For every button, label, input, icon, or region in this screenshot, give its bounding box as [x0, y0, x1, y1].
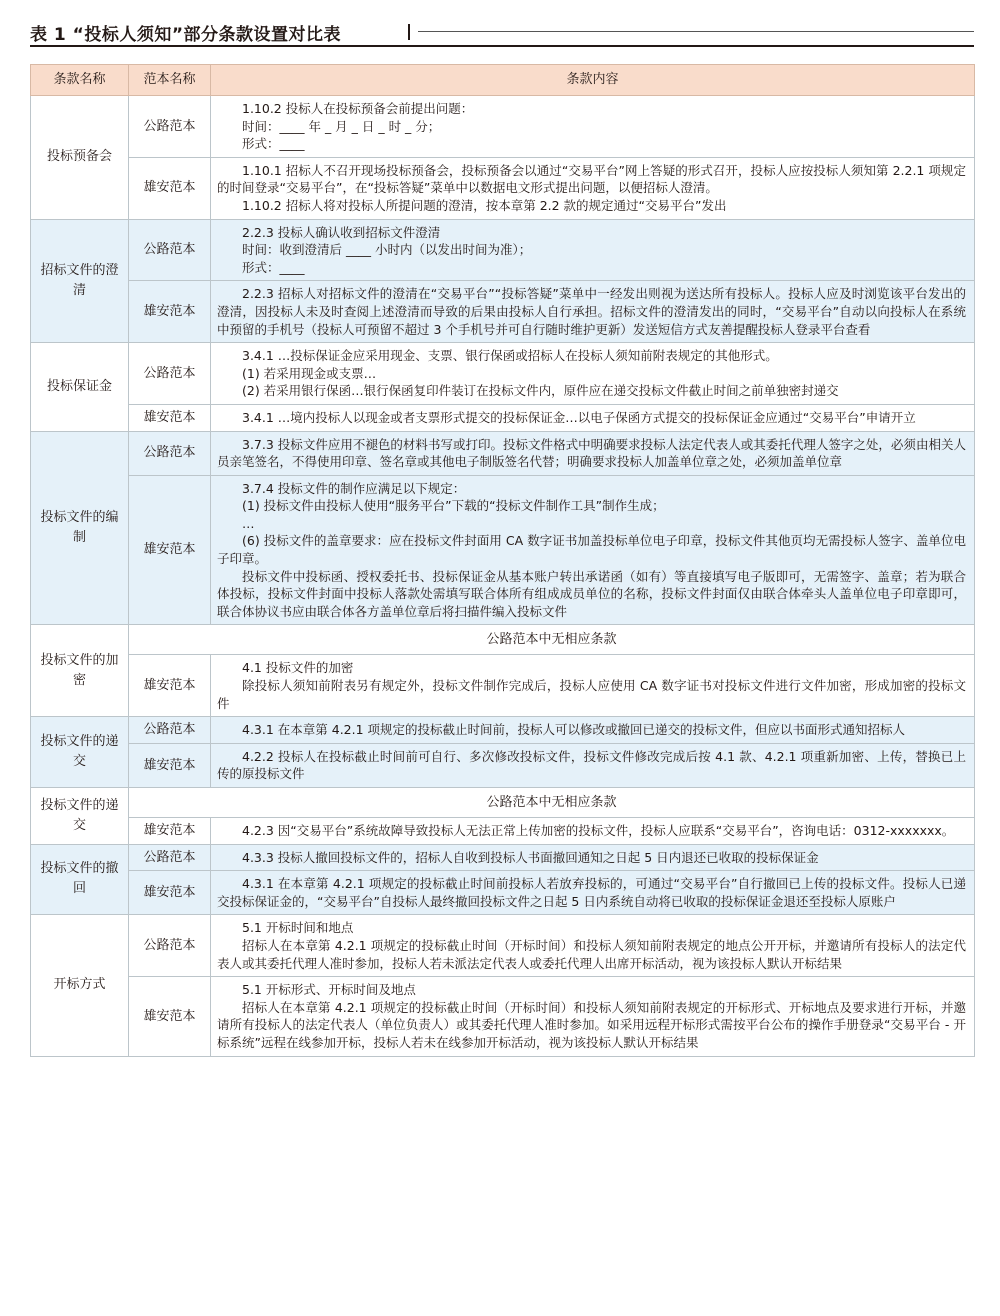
- clause-text-line: 投标文件中投标函、授权委托书、投标保证金从基本账户转出承诺函（如有）等直接填写电子版即可，无需签字、盖章；若为联合体投标，投标文件封面中投标人落款处需填写联合体所有组成成员单位的名称，投标文件封面仅由联合体牵头人盖单位电子印章即可，联合体协议书应由联合体各方盖单位章后将扫描件编入投标文件: [217, 568, 966, 619]
- template-name-cell: 雄安范本: [129, 157, 211, 219]
- clause-text-line: 4.3.3 投标人撤回投标文件的，招标人自收到投标人书面撤回通知之日起 5 日内退还已收取的投标保证金: [242, 849, 819, 865]
- comparison-table: [30, 64, 975, 1057]
- clause-content-cell: [211, 96, 975, 158]
- clause-name-cell: 投标预备会: [31, 96, 129, 220]
- clause-content-cell: [211, 475, 975, 625]
- table-row: [31, 977, 975, 1056]
- header-template-name: 范本名称: [129, 65, 211, 96]
- clause-text-line: (6) 投标文件的盖章要求：应在投标文件封面用 CA 数字证书加盖投标单位电子印章，投标文件其他页均无需投标人签字、盖单位电子印章。: [217, 533, 966, 567]
- clause-name-cell: 开标方式: [31, 915, 129, 1056]
- clause-content-cell: [211, 915, 975, 977]
- template-name-cell: 雄安范本: [129, 977, 211, 1056]
- title-bar-marker: [408, 24, 410, 40]
- clause-content-cell: [211, 743, 975, 787]
- clause-name-cell: 投标文件的递交: [31, 717, 129, 788]
- table-row: [31, 281, 975, 343]
- table-row: [31, 818, 975, 845]
- template-name-cell: 公路范本: [129, 915, 211, 977]
- template-name-cell: 公路范本: [129, 717, 211, 744]
- clause-text-line: 1.10.1 招标人不召开现场投标预备会，投标预备会以通过“交易平台”网上答疑的形式召开，投标人应按投标人须知第 2.2.1 项规定的时间登录“交易平台”，在“投标答疑”菜单中以数据电文形式提出问题，以便招标人澄清。: [217, 162, 966, 196]
- clause-text-line: 4.2.2 投标人在投标截止时间前可自行、多次修改投标文件，投标文件修改完成后按 4.1 款、4.2.1 项重新加密、上传，替换已上传的原投标文件: [217, 748, 966, 782]
- no-match-cell: 公路范本中无相应条款: [129, 625, 975, 655]
- table-row: [31, 96, 975, 158]
- clause-text-line: 除投标人须知前附表另有规定外，投标文件制作完成后，投标人应使用 CA 数字证书对投标文件进行文件加密，形成加密的投标文件: [217, 678, 966, 711]
- clause-content-cell: [211, 977, 975, 1056]
- clause-text-line: 3.4.1 …境内投标人以现金或者支票形式提交的投标保证金…以电子保函方式提交的投标保证金应通过“交易平台”申请开立: [242, 409, 916, 425]
- clause-text-line: 4.3.1 在本章第 4.2.1 项规定的投标截止时间前，投标人可以修改或撤回已递交的投标文件，但应以书面形式通知招标人: [242, 722, 906, 738]
- header-row: [31, 65, 975, 96]
- clause-text-line: 4.1 投标文件的加密: [242, 660, 354, 676]
- clause-text-line: 形式：____: [242, 259, 305, 275]
- table-title-bar: [30, 18, 974, 48]
- template-name-cell: 雄安范本: [129, 743, 211, 787]
- clause-name-cell: 投标保证金: [31, 343, 129, 431]
- clause-content-cell: [211, 431, 975, 475]
- table-row: [31, 219, 975, 281]
- table-row: [31, 475, 975, 625]
- clause-text-line: (2) 若采用银行保函…银行保函复印件装订在投标文件内，原件应在递交投标文件截止时间之前单独密封递交: [242, 383, 839, 399]
- clause-content-cell: [211, 281, 975, 343]
- template-name-cell: 公路范本: [129, 343, 211, 405]
- clause-text-line: 招标人在本章第 4.2.1 项规定的投标截止时间（开标时间）和投标人须知前附表规定的地点公开开标，并邀请所有投标人的法定代表人或其委托代理人准时参加，投标人若未派法定代表人或委托代理人出席开标活动，视为该投标人默认开标结果: [217, 937, 966, 971]
- clause-text-line: 形式：____: [242, 136, 305, 152]
- clause-text-line: 3.4.1 …投标保证金应采用现金、支票、银行保函或招标人在投标人须知前附表规定的其他形式。: [242, 348, 778, 364]
- clause-content-cell: [211, 844, 975, 871]
- clause-name-cell: 投标文件的撤回: [31, 844, 129, 915]
- template-name-cell: 公路范本: [129, 844, 211, 871]
- clause-text-line: 3.7.4 投标文件的制作应满足以下规定：: [242, 480, 466, 496]
- clause-name-cell: 投标文件的递交: [31, 788, 129, 845]
- clause-text-line: 1.10.2 投标人在投标预备会前提出问题：: [242, 101, 474, 116]
- clause-name-cell: 投标文件的编制: [31, 431, 129, 625]
- clause-text-line: 2.2.3 投标人确认收到招标文件澄清: [242, 224, 441, 240]
- table-row: [31, 871, 975, 915]
- clause-content-cell: [211, 871, 975, 915]
- clause-text-line: 时间：____ 年 _ 月 _ 日 _ 时 _ 分；: [242, 118, 441, 134]
- table-row: [31, 717, 975, 744]
- clause-text-line: (1) 若采用现金或支票…: [242, 365, 377, 381]
- template-name-cell: 雄安范本: [129, 871, 211, 915]
- clause-text-line: 3.7.3 投标文件应用不褪色的材料书写或打印。投标文件格式中明确要求投标人法定代表人或其委托代理人签字之处，必须由相关人员亲笔签名，不得使用印章、签名章或其他电子制版签名代替；明确要求投标人加盖单位章之处，必须加盖单位章: [217, 436, 966, 470]
- clause-text-line: 2.2.3 招标人对招标文件的澄清在“交易平台”“投标答疑”菜单中一经发出则视为送达所有投标人。投标人应及时浏览该平台发出的澄清，因投标人未及时查阅上述澄清而导致的后果由投标人自行承担。招标文件的澄清发出的同时，“交易平台”自动以向投标人在系统中预留的手机号（投标人可预留不超过 3 个手机号并可自行随时维护更新）发送短信方式友善提醒投标人登录平台查看: [217, 286, 966, 337]
- template-name-cell: 雄安范本: [129, 818, 211, 845]
- clause-content-cell: [211, 404, 975, 431]
- template-name-cell: 雄安范本: [129, 404, 211, 431]
- clause-text-line: 时间：收到澄清后 ____ 小时内（以发出时间为准）；: [242, 242, 532, 258]
- template-name-cell: 雄安范本: [129, 475, 211, 625]
- template-name-cell: 公路范本: [129, 96, 211, 158]
- clause-text-line: 5.1 开标时间和地点: [242, 920, 354, 936]
- clause-content-cell: [211, 655, 975, 717]
- table-row: [31, 844, 975, 871]
- table-row: [31, 788, 975, 818]
- clause-name-cell: 招标文件的澄清: [31, 219, 129, 343]
- template-name-cell: 雄安范本: [129, 281, 211, 343]
- table-row: [31, 404, 975, 431]
- no-match-cell: 公路范本中无相应条款: [129, 788, 975, 818]
- clause-text-line: 5.1 开标形式、开标时间及地点: [242, 982, 416, 998]
- clause-text-line: 招标人在本章第 4.2.1 项规定的投标截止时间（开标时间）和投标人须知前附表规定的开标形式、开标地点及要求进行开标，并邀请所有投标人的法定代表人（单位负责人）或其委托代理人准时参加。如采用远程开标形式需按平台公布的操作手册登录“交易平台 - 开标系统”远程在线参加开标，投标人若未在线参加开标活动，视为该投标人默认开标结果: [217, 999, 966, 1050]
- clause-name-cell: 投标文件的加密: [31, 625, 129, 717]
- table-row: [31, 915, 975, 977]
- table-body: [31, 96, 975, 1057]
- table-row: [31, 431, 975, 475]
- clause-content-cell: [211, 343, 975, 405]
- clause-content-cell: [211, 219, 975, 281]
- template-name-cell: 雄安范本: [129, 655, 211, 717]
- template-name-cell: 公路范本: [129, 219, 211, 281]
- header-clause-content: 条款内容: [211, 65, 975, 96]
- title-rule: [30, 45, 974, 47]
- clause-text-line: 4.3.1 在本章第 4.2.1 项规定的投标截止时间前投标人若放弃投标的，可通过“交易平台”自行撤回已上传的投标文件。投标人已递交投标保证金的，“交易平台”自投标人最终撤回投标文件之日起 5 日内系统自动将已收取的投标保证金退还至投标人原账户: [217, 876, 966, 909]
- clause-text-line: …: [242, 515, 255, 531]
- clause-text-line: (1) 投标文件由投标人使用“服务平台”下载的“投标文件制作工具”制作生成；: [242, 498, 665, 514]
- header-clause-name: 条款名称: [31, 65, 129, 96]
- table-row: [31, 343, 975, 405]
- template-name-cell: 公路范本: [129, 431, 211, 475]
- clause-text-line: 4.2.3 因“交易平台”系统故障导致投标人无法正常上传加密的投标文件，投标人应联系“交易平台”，咨询电话：0312-xxxxxxx。: [242, 823, 955, 838]
- table-row: [31, 655, 975, 717]
- clause-content-cell: [211, 157, 975, 219]
- title-thin-rule: [418, 31, 974, 32]
- table-row: [31, 157, 975, 219]
- clause-text-line: 1.10.2 招标人将对投标人所提问题的澄清，按本章第 2.2 款的规定通过“交易平台”发出: [242, 197, 727, 213]
- table-row: [31, 743, 975, 787]
- clause-content-cell: [211, 717, 975, 744]
- table-title: 表 1 “投标人须知”部分条款设置对比表: [30, 25, 342, 45]
- clause-content-cell: [211, 818, 975, 845]
- table-row: [31, 625, 975, 655]
